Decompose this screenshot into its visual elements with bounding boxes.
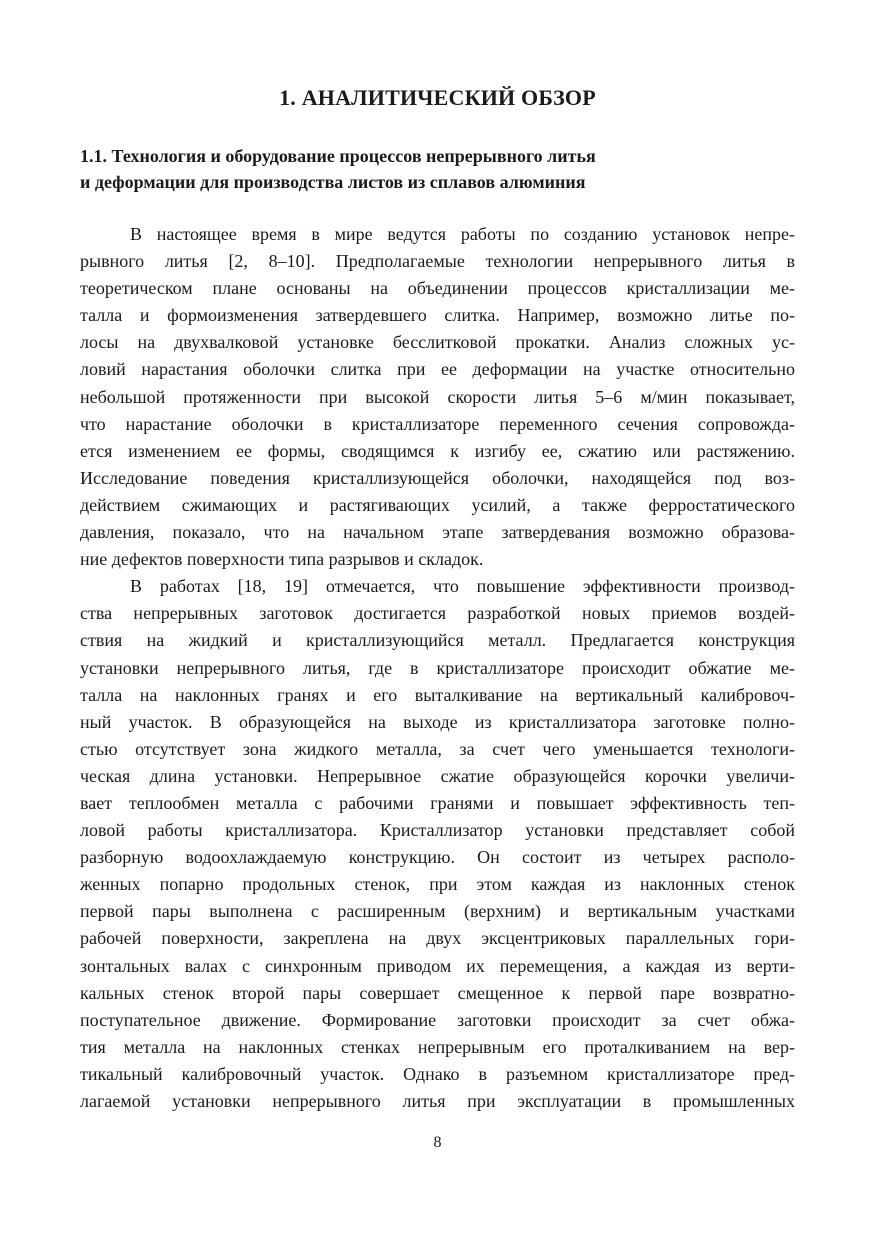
body-text — [80, 221, 795, 1115]
text-line: первой пары выполнена с расширенным (верхним) и вертикальным участками — [80, 901, 795, 922]
section-title-line: 1.1. Технология и оборудование процессов непрерывного литья — [80, 146, 596, 166]
text-line: ческая длина установки. Непрерывное сжатие образующейся корочки увеличи- — [80, 765, 795, 786]
text-line: теоретическом плане основаны на объединении процессов кристаллизации ме- — [80, 278, 795, 299]
text-line: давления, показало, что на начальном этапе затвердевания возможно образова- — [80, 522, 795, 543]
paragraph — [80, 221, 795, 573]
text-line: В настоящее время в мире ведутся работы по созданию установок непре- — [130, 224, 795, 244]
page-number: 8 — [433, 1134, 442, 1151]
text-line: стью отсутствует зона жидкого металла, за счет чего уменьшается технологи- — [80, 738, 795, 759]
text-line: действием сжимающих и растягивающих усилий, а также ферростатического — [80, 494, 795, 515]
text-line: зонтальных валах с синхронным приводом их перемещения, а каждая из верти- — [80, 955, 795, 976]
text-line: Исследование поведения кристаллизующейся оболочки, находящейся под воз- — [80, 467, 795, 488]
text-line: ние дефектов поверхности типа разрывов и складок. — [80, 549, 484, 570]
section-title-line: и деформации для производства листов из сплавов алюминия — [80, 172, 586, 192]
text-line: поступательное движение. Формирование заготовки происходит за счет обжа- — [80, 1009, 795, 1030]
paragraph — [80, 573, 795, 1115]
text-line: лосы на двухвалковой установке бесслитковой прокатки. Анализ сложных ус- — [80, 332, 795, 353]
text-line: ства непрерывных заготовок достигается разработкой новых приемов воздей- — [80, 603, 795, 624]
text-line: ный участок. В образующейся на выходе из кристаллизатора заготовке полно- — [80, 711, 795, 732]
text-line: лагаемой установки непрерывного литья при эксплуатации в промышленных — [80, 1091, 795, 1111]
text-line: что нарастание оболочки в кристаллизаторе переменного сечения сопровожда- — [80, 413, 795, 434]
text-line: тикальный калибровочный участок. Однако в разъемном кристаллизаторе пред- — [80, 1063, 795, 1084]
section-title — [80, 143, 795, 195]
text-line: тия металла на наклонных стенках непрерывным его проталкиванием на вер- — [80, 1036, 795, 1057]
text-line: разборную водоохлаждаемую конструкцию. Он состоит из четырех располо- — [80, 847, 795, 868]
chapter-title: 1. АНАЛИТИЧЕСКИЙ ОБЗОР — [279, 85, 596, 110]
text-line: вает теплообмен металла с рабочими гранями и повышает эффективность теп- — [80, 792, 795, 813]
text-line: небольшой протяженности при высокой скорости литья 5–6 м/мин показывает, — [80, 386, 795, 407]
text-line: талла и формоизменения затвердевшего слитка. Например, возможно литье по- — [80, 305, 795, 326]
text-line: кальных стенок второй пары совершает смещенное к первой паре возвратно- — [80, 982, 795, 1003]
text-line: рабочей поверхности, закреплена на двух эксцентриковых параллельных гори- — [80, 928, 795, 949]
text-line: женных попарно продольных стенок, при этом каждая из наклонных стенок — [80, 874, 795, 895]
text-line: рывного литья [2, 8–10]. Предполагаемые технологии непрерывного литья в — [80, 251, 795, 272]
text-line: ется изменением ее формы, сводящимся к изгибу ее, сжатию или растяжению. — [80, 440, 795, 461]
text-line: В работах [18, 19] отмечается, что повышение эффективности производ- — [130, 576, 795, 597]
text-line: талла на наклонных гранях и его выталкивание на вертикальный калибровоч- — [80, 684, 795, 705]
text-line: установки непрерывного литья, где в кристаллизаторе происходит обжатие ме- — [80, 657, 795, 678]
text-line: ловой работы кристаллизатора. Кристаллизатор установки представляет собой — [80, 820, 795, 841]
text-line: ловий нарастания оболочки слитка при ее деформации на участке относительно — [80, 359, 795, 380]
text-line: ствия на жидкий и кристаллизующийся металл. Предлагается конструкция — [80, 630, 795, 651]
